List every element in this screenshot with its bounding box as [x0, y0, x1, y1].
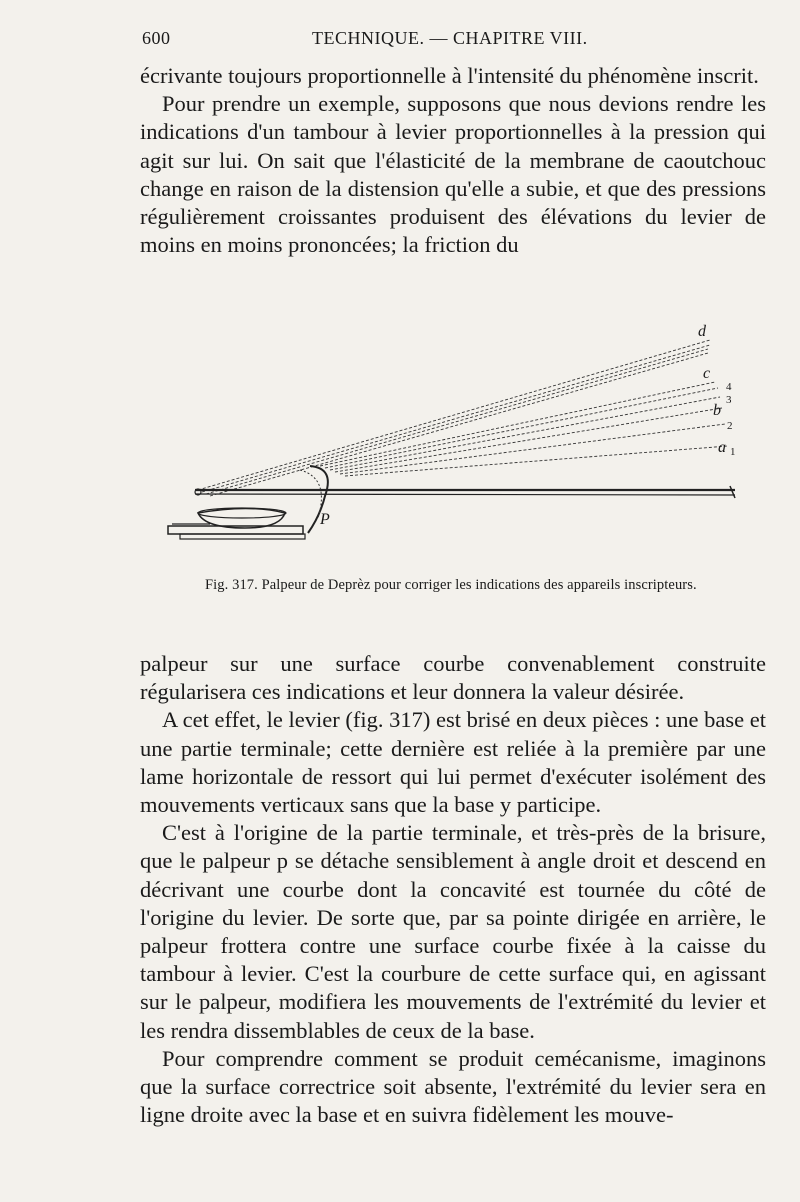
label-4: 4	[726, 381, 732, 393]
lever	[195, 486, 735, 498]
figure-caption: Fig. 317. Palpeur de Deprèz pour corriger les indications des appareils inscripteurs.	[205, 577, 697, 593]
paragraph: A cet effet, le levier (fig. 317) est brisé en deux pièces : une base et une partie terminale; cette dernière est reliée à la première par une lame horizontale de ressort qui lui permet d'exécuter isolément des mouvements verticaux sans que la base y participe.	[140, 707, 766, 818]
paragraph: C'est à l'origine de la partie terminale, et très-près de la brisure, que le palpeur p se détache sensiblement à angle droit et descend en décrivant une courbe dont la concavité est tournée du côté de l'origine du levier. De sorte que, par sa pointe dirigée en arrière, le palpeur frottera contre une surface courbe fixée à la caisse du tambour à levier. C'est la courbure de cette surface qui, en agissant sur le palpeur, modifiera les mouvements de l'extrémité du levier et les rendra dissemblables de ceux de la base.	[140, 820, 766, 1043]
paragraph: palpeur sur une surface courbe convenablement construite régularisera ces indications et leur donnera la valeur désirée.	[140, 651, 766, 705]
page-number: 600	[142, 28, 171, 48]
paragraph: Pour comprendre comment se produit cemécanisme, imaginons que la surface correctrice soit absente, l'extrémité du levier sera en ligne droite avec la base et en suivra fidèlement les mouve-	[140, 1045, 766, 1128]
paragraph: Pour prendre un exemple, supposons que nous devions rendre les indications d'un tambour à levier proportionnelles à la pression qui agit sur lui. On sait que l'élasticité de la membrane de caoutchouc change en raison de la distension qu'elle a subie, et que des pressions régulièrement croissantes produisent des élévations du levier de moins en moins prononcées; la friction du	[140, 91, 766, 258]
label-p: P	[320, 511, 330, 528]
label-1: 1	[730, 446, 736, 458]
paragraph: écrivante toujours proportionnelle à l'intensité du phénomène inscrit.	[140, 63, 759, 88]
running-header	[142, 28, 762, 58]
running-title: TECHNIQUE. — CHAPITRE VIII.	[312, 28, 588, 48]
text-block-top	[140, 62, 766, 259]
label-c: c	[703, 365, 711, 382]
dashed-trace-lines	[198, 340, 728, 496]
text-block-bottom	[140, 650, 766, 1129]
label-3: 3	[726, 394, 732, 406]
label-a: a	[718, 439, 726, 456]
label-2: 2	[727, 420, 733, 432]
label-b: b	[713, 402, 721, 419]
tambour-drum	[168, 508, 305, 539]
label-d: d	[698, 323, 706, 340]
figure-317-palpeur-illustration	[150, 318, 770, 548]
